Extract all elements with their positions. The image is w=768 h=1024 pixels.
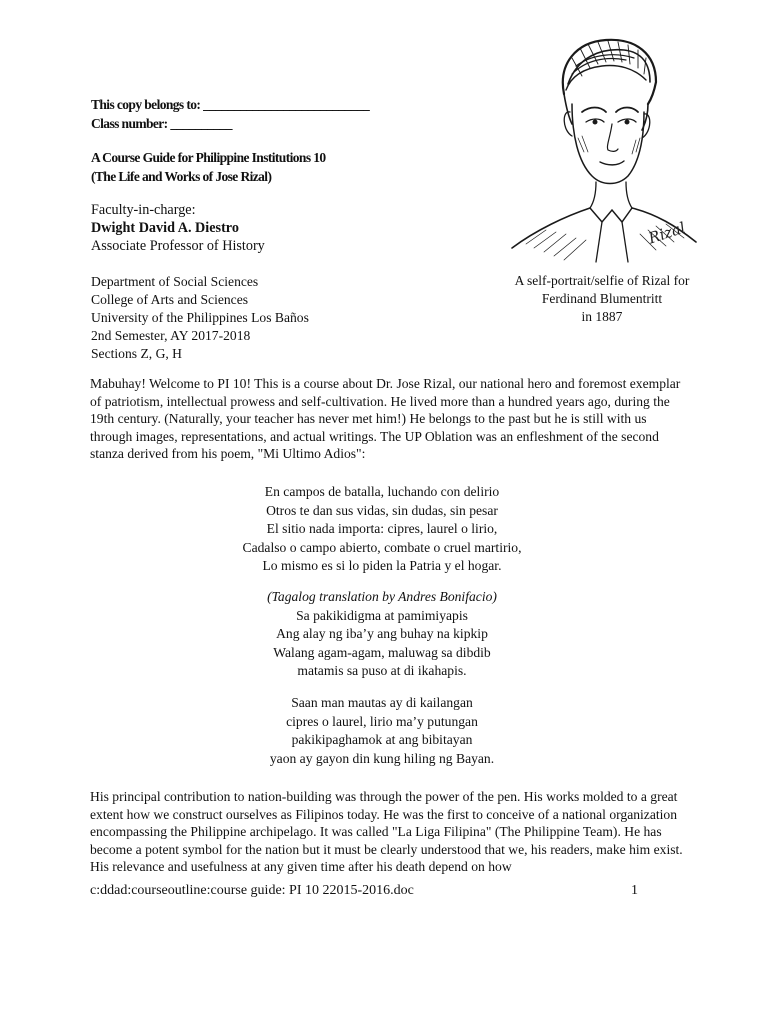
department-line: Department of Social Sciences xyxy=(91,274,259,289)
portrait-signature: Rizal xyxy=(646,218,688,248)
poem-stanza-tagalog-1 xyxy=(182,588,582,681)
portrait-caption xyxy=(498,272,706,326)
poem-line: Cadalso o campo abierto, combate o cruel martirio, xyxy=(242,539,522,555)
poem-line: Saan man mautas ay di kailangan xyxy=(291,695,473,710)
poem-line: El sitio nada importa: cipres, laurel o lirio, xyxy=(266,521,498,536)
university-line: University of the Philippines Los Baños xyxy=(91,310,309,325)
ownership-block xyxy=(91,95,369,133)
poem-line: yaon ay gayon din kung hiling ng Bayan. xyxy=(269,750,495,766)
faculty-position: Associate Professor of History xyxy=(91,238,265,254)
course-title-line2: (The Life and Works of Jose Rizal) xyxy=(91,169,272,184)
intro-text: Mabuhay! Welcome to PI 10! This is a course about Dr. Jose Rizal, our national hero and foremost exemplar of patriotism, intellectual prowess and self-cultivation. He lived more than a hundred years ago, during the 19th century. (Naturally, your teacher has never met him!) He belongs to the past but he is still with us through images, representations, and actual writings. The UP Oblation was an enfleshment of the second stanza derived from his poem, "Mi Ultimo Adios": xyxy=(90,376,681,462)
translation-note: (Tagalog translation by Andres Bonifacio) xyxy=(267,589,497,604)
faculty-label: Faculty-in-charge: xyxy=(91,202,196,218)
faculty-name: Dwight David A. Diestro xyxy=(91,220,239,236)
caption-line: in 1887 xyxy=(581,309,623,324)
department-block xyxy=(91,273,411,363)
poem-stanza-spanish xyxy=(182,483,582,576)
poem-line: En campos de batalla, luchando con delirio xyxy=(264,484,500,499)
poem-stanza-tagalog-2 xyxy=(182,694,582,768)
sections-line: Sections Z, G, H xyxy=(91,346,182,361)
caption-line: Ferdinand Blumentritt xyxy=(541,291,663,306)
intro-paragraph xyxy=(90,375,688,463)
course-title-line1: A Course Guide for Philippine Institutions 10 xyxy=(91,150,326,165)
poem-line: pakikipaghamok at ang bibitayan xyxy=(291,732,473,747)
course-title xyxy=(91,148,326,186)
copy-belongs-line: This copy belongs to: ___________________________ xyxy=(91,97,370,112)
poem-line: Lo mismo es si lo piden la Patria y el hogar. xyxy=(262,558,502,573)
poem-line: Ang alay ng iba’y ang buhay na kipkip xyxy=(276,626,488,641)
contribution-text: His principal contribution to nation-building was through the power of the pen. His works molded to a great extent how we construct ourselves as Filipinos today. He was the first to conceive of a national organization encompassing the Philippine archipelago. It was called "La Liga Filipina" (The Philippine Team). He has become a potent symbol for the nation but it must be clearly understood that we, his readers, make him exist. His relevance and usefulness at any given time after his death depend on how xyxy=(90,789,683,875)
poem-line: Otros te dan sus vidas, sin dudas, sin pesar xyxy=(266,502,498,518)
contribution-paragraph xyxy=(90,788,688,876)
semester-line: 2nd Semester, AY 2017-2018 xyxy=(91,328,251,343)
poem-line: matamis sa puso at di ikahapis. xyxy=(297,663,467,678)
college-line: College of Arts and Sciences xyxy=(91,292,249,307)
poem-line: cipres o laurel, lirio ma’y putungan xyxy=(286,713,478,729)
poem-line: Walang agam-agam, maluwag sa dibdib xyxy=(273,644,491,660)
caption-line: A self-portrait/selfie of Rizal for xyxy=(514,273,690,288)
footer-file-path: c:ddad:courseoutline:course guide: PI 10 22015-2016.doc xyxy=(90,883,414,898)
page-number: 1 xyxy=(631,883,638,898)
class-number-line: Class number: __________ xyxy=(91,116,232,131)
faculty-block xyxy=(91,201,411,255)
poem-line: Sa pakikidigma at pamimiyapis xyxy=(296,607,468,623)
